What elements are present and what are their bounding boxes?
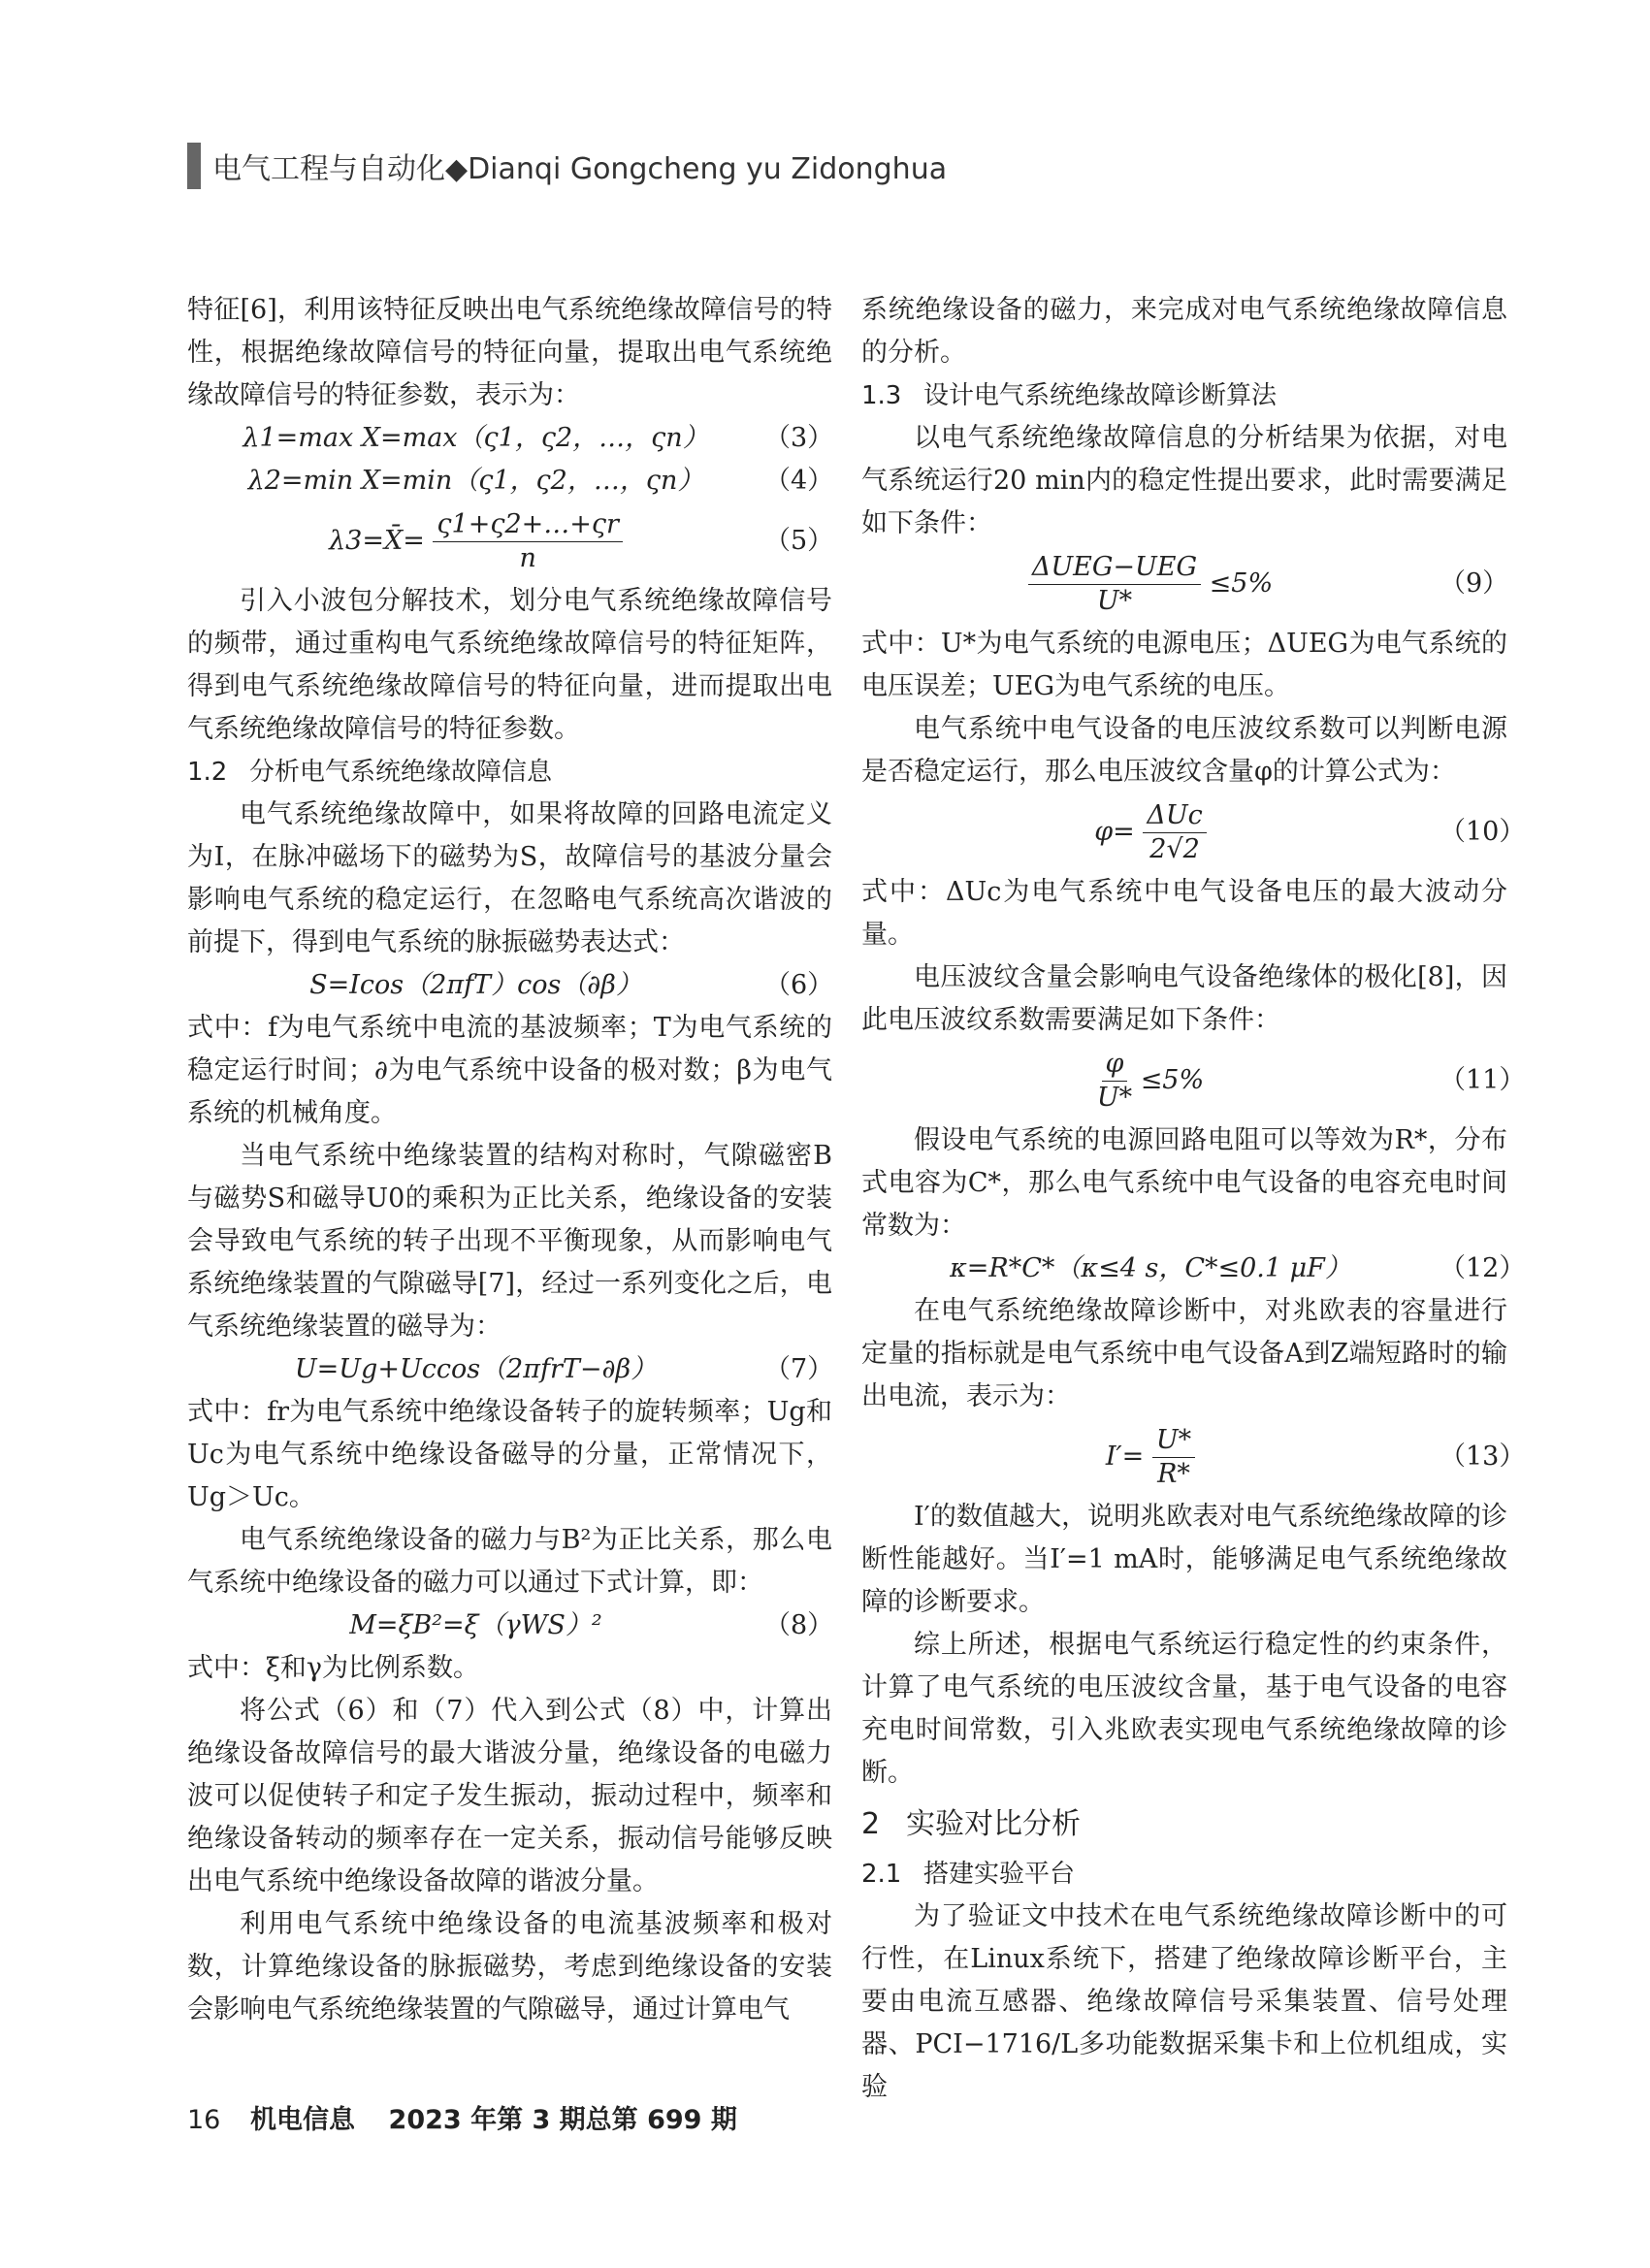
denominator: n: [519, 542, 536, 573]
numerator: ς1+ς2+…+ςr: [433, 508, 623, 542]
section-number: 1.3: [861, 381, 902, 410]
equation-11: [861, 1042, 1526, 1119]
equation-number: （4）: [764, 466, 834, 496]
fraction: [1028, 551, 1201, 618]
section-title: 搭建实验平台: [923, 1860, 1076, 1889]
section-title: 设计电气系统绝缘故障诊断算法: [923, 381, 1278, 410]
equation-body: M=ξB²=ξ（γWS）²: [349, 1610, 602, 1640]
equation-lhs: I′=: [1105, 1441, 1145, 1472]
denominator: U*: [1096, 1082, 1133, 1113]
paragraph: 在电气系统绝缘故障诊断中，对兆欧表的容量进行定量的指标就是电气系统中电气设备A到Z端短路时的输出电流，表示为：: [861, 1296, 1507, 1411]
page-number: 16: [187, 2105, 221, 2135]
fraction: [1143, 799, 1206, 866]
numerator: U*: [1152, 1424, 1195, 1458]
header-bar: [187, 143, 201, 189]
equation-12: [861, 1247, 1526, 1290]
equation-number: （12）: [1440, 1253, 1526, 1283]
denominator: U*: [1096, 585, 1133, 616]
equation-number: （7）: [764, 1354, 834, 1384]
numerator: φ: [1102, 1048, 1128, 1082]
section-title: 实验对比分析: [906, 1807, 1081, 1841]
equation-number: （3）: [764, 423, 834, 453]
paragraph: 假设电气系统的电源回路电阻可以等效为R*，分布式电容为C*，那么电气系统中电气设备的电容充电时间常数为：: [861, 1125, 1507, 1241]
paragraph: 式中：fr为电气系统中绝缘设备转子的旋转频率；Ug和Uc为电气系统中绝缘设备磁导的分量，正常情况下，Ug＞Uc。: [187, 1397, 832, 1512]
paragraph: 电压波纹含量会影响电气设备绝缘体的极化[8]，因此电压波纹系数需要满足如下条件：: [861, 962, 1507, 1035]
equation-4: [187, 460, 832, 502]
equation-number: （6）: [764, 970, 834, 1000]
fraction: [1152, 1424, 1195, 1491]
paragraph: 特征[6]，利用该特征反映出电气系统绝缘故障信号的特性，根据绝缘故障信号的特征向量，提取出电气系统绝缘故障信号的特征参数，表示为：: [187, 295, 832, 410]
paragraph: 以电气系统绝缘故障信息的分析结果为依据，对电气系统运行20 min内的稳定性提出要求，此时需要满足如下条件：: [861, 423, 1507, 538]
numerator: ΔUEG−UEG: [1028, 551, 1201, 585]
equation-lhs: φ=: [1094, 816, 1135, 847]
equation-body: [861, 1424, 1440, 1491]
equation-rhs: ≤5%: [1209, 567, 1274, 599]
equation-number: （11）: [1440, 1065, 1526, 1095]
equation-body: [187, 508, 764, 575]
equation-number: （5）: [764, 526, 834, 556]
equation-body: κ=R*C*（κ≤4 s，C*≤0.1 μF）: [950, 1253, 1351, 1283]
page-footer: [187, 2098, 737, 2136]
equation-body: λ2=min X=min（ς1，ς2，…，ςn）: [247, 466, 704, 496]
footer-journal: 机电信息: [249, 2105, 355, 2135]
equation-body: S=Icos（2πfT）cos（∂β）: [309, 970, 642, 1000]
equation-body: λ1=max X=max（ς1，ς2，…，ςn）: [243, 423, 709, 453]
paragraph: 利用电气系统中绝缘设备的电流基波频率和极对数，计算绝缘设备的脉振磁势，考虑到绝缘设备的安装会影响电气系统绝缘装置的气隙磁导，通过计算电气: [187, 1909, 832, 2025]
paragraph: 综上所述，根据电气系统运行稳定性的约束条件，计算了电气系统的电压波纹含量，基于电气设备的电容充电时间常数，引入兆欧表实现电气系统绝缘故障的诊断。: [861, 1630, 1507, 1788]
denominator: R*: [1157, 1458, 1190, 1489]
equation-rhs: ≤5%: [1140, 1064, 1205, 1095]
footer-issue: 2023 年第 3 期总第 699 期: [388, 2105, 737, 2135]
paragraph: 式中：U*为电气系统的电源电压；ΔUEG为电气系统的电压误差；UEG为电气系统的电压。: [861, 629, 1507, 701]
equation-body: [861, 1048, 1440, 1115]
fraction: [1097, 1048, 1132, 1115]
paragraph: 系统绝缘设备的磁力，来完成对电气系统绝缘故障信息的分析。: [861, 295, 1507, 368]
equation-10: [861, 794, 1526, 871]
section-number: 2: [861, 1807, 881, 1841]
section-heading-1-3: [861, 374, 1507, 417]
equation-number: （8）: [764, 1610, 834, 1640]
equation-5: [187, 502, 832, 580]
denominator: 2√2: [1149, 833, 1200, 864]
left-column: [187, 289, 832, 2031]
paragraph: I′的数值越大，说明兆欧表对电气系统绝缘故障的诊断性能越好。当I′=1 mA时，能够满足电气系统绝缘故障的诊断要求。: [861, 1502, 1507, 1617]
numerator: ΔUc: [1143, 799, 1206, 833]
paragraph: 为了验证文中技术在电气系统绝缘故障诊断中的可行性，在Linux系统下，搭建了绝缘故障诊断平台，主要由电流互感器、绝缘故障信号采集装置、信号处理器、PCI−1716/L多功能数据采集卡和上位机组成，实验: [861, 1901, 1507, 2102]
running-header: [187, 142, 947, 190]
paragraph: 式中：ΔUc为电气系统中电气设备电压的最大波动分量。: [861, 877, 1507, 950]
equation-6: [187, 964, 832, 1007]
paragraph: 当电气系统中绝缘装置的结构对称时，气隙磁密B与磁势S和磁导U0的乘积为正比关系，绝缘设备的安装会导致电气系统的转子出现不平衡现象，从而影响电气系统绝缘装置的气隙磁导[7]，经过一系列变化之后，电气系统绝缘装置的磁导为：: [187, 1141, 832, 1342]
equation-body: [861, 551, 1440, 618]
section-title: 分析电气系统绝缘故障信息: [249, 758, 553, 787]
paragraph: 式中：f为电气系统中电流的基波频率；T为电气系统的稳定运行时间；∂为电气系统中设备的极对数；β为电气系统的机械角度。: [187, 1013, 832, 1128]
equation-8: [187, 1604, 832, 1647]
section-heading-1-2: [187, 751, 832, 794]
equation-3: [187, 417, 832, 460]
paragraph: 电气系统绝缘设备的磁力与B²为正比关系，那么电气系统中绝缘设备的磁力可以通过下式计算，即：: [187, 1525, 832, 1598]
section-number: 2.1: [861, 1860, 902, 1889]
equation-body: U=Ug+Uccos（2πfrT−∂β）: [294, 1354, 658, 1384]
journal-title: 电气工程与自动化◆Dianqi Gongcheng yu Zidonghua: [212, 152, 948, 186]
paragraph: 将公式（6）和（7）代入到公式（8）中，计算出绝缘设备故障信号的最大谐波分量，绝缘设备的电磁力波可以促使转子和定子发生振动，振动过程中，频率和绝缘设备转动的频率存在一定关系，振动信号能够反映出电气系统中绝缘设备故障的谐波分量。: [187, 1696, 832, 1896]
section-number: 1.2: [187, 758, 228, 787]
right-column: [861, 289, 1526, 2109]
equation-number: （10）: [1440, 817, 1526, 847]
fraction: [433, 508, 623, 575]
equation-13: [861, 1418, 1526, 1496]
equation-9: [861, 545, 1507, 623]
section-heading-2: [861, 1800, 1507, 1849]
paragraph: 电气系统绝缘故障中，如果将故障的回路电流定义为I，在脉冲磁场下的磁势为S，故障信号的基波分量会影响电气系统的稳定运行，在忽略电气系统高次谐波的前提下，得到电气系统的脉振磁势表达式：: [187, 799, 832, 957]
equation-lhs: λ3=X̄=: [329, 525, 425, 556]
equation-number: （13）: [1440, 1442, 1526, 1472]
equation-number: （9）: [1440, 568, 1509, 599]
paragraph: 式中：ξ和γ为比例系数。: [187, 1653, 480, 1683]
section-heading-2-1: [861, 1853, 1507, 1895]
equation-body: [861, 799, 1440, 866]
paragraph: 引入小波包分解技术，划分电气系统绝缘故障信号的频带，通过重构电气系统绝缘故障信号的特征矩阵，得到电气系统绝缘故障信号的特征向量，进而提取出电气系统绝缘故障信号的特征参数。: [187, 586, 832, 744]
paragraph: 电气系统中电气设备的电压波纹系数可以判断电源是否稳定运行，那么电压波纹含量φ的计算公式为：: [861, 714, 1507, 787]
equation-7: [187, 1348, 832, 1391]
